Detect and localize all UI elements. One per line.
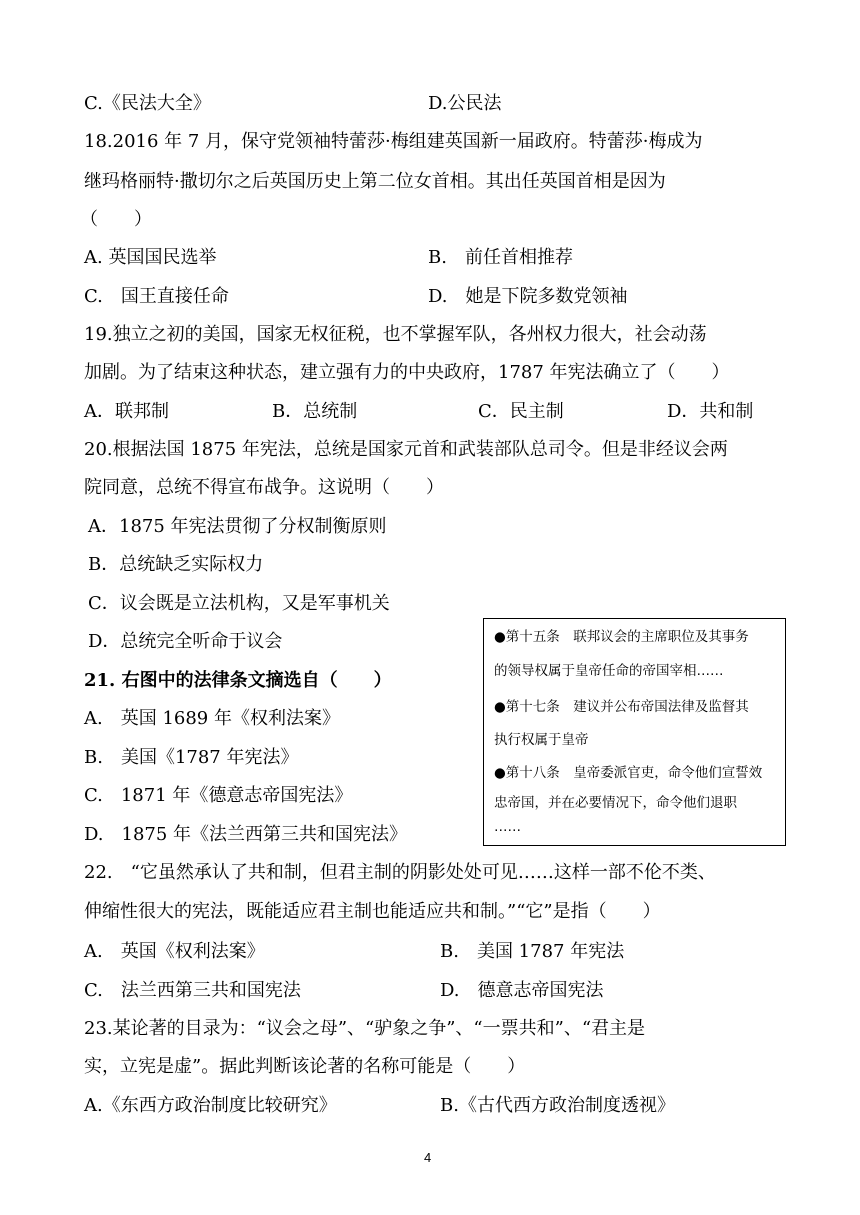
box-article-17-line2: 执行权属于皇帝: [494, 732, 589, 748]
box-ellipsis: ……: [494, 819, 521, 835]
box-article-18-line2: 忠帝国，并在必要情况下，命令他们退职: [494, 795, 737, 811]
q21-option-b: B. 美国《1787 年宪法》: [84, 747, 299, 768]
q18-option-c: C. 国王直接任命: [84, 286, 229, 307]
q18-option-b: B. 前任首相推荐: [428, 247, 573, 268]
q22-stem-line2: 伸缩性很大的宪法，既能适应君主制也能适应共和制。”“它”是指（ ）: [84, 901, 661, 922]
box-article-18-line1: ●第十八条 皇帝委派官吏，命令他们宣誓效: [494, 765, 763, 781]
page-number: 4: [424, 1150, 432, 1165]
box-article-15-line2: 的领导权属于皇帝任命的帝国宰相……: [494, 663, 724, 679]
q20-stem-line1: 20.根据法国 1875 年宪法，总统是国家元首和武装部队总司令。但是非经议会两: [84, 439, 728, 460]
q17-option-c: C.《民法大全》: [84, 93, 211, 114]
q19-option-a: A．联邦制: [84, 401, 169, 422]
q19-option-b: B．总统制: [272, 401, 358, 422]
q17-option-d: D.公民法: [428, 93, 502, 114]
q19-stem-line2: 加剧。为了结束这种状态，建立强有力的中央政府，1787 年宪法确立了（ ）: [84, 362, 730, 383]
q19-option-c: C．民主制: [478, 401, 564, 422]
q20-option-a: A．1875 年宪法贯彻了分权制衡原则: [88, 516, 387, 537]
q20-option-d: D．总统完全听命于议会: [88, 631, 283, 652]
q22-option-b: B. 美国 1787 年宪法: [440, 941, 625, 962]
q23-option-a: A.《东西方政治制度比较研究》: [84, 1095, 337, 1116]
q20-stem-line2: 院同意，总统不得宣布战争。这说明（ ）: [84, 477, 444, 498]
q22-option-a: A. 英国《权利法案》: [84, 941, 265, 962]
q23-stem-line2: 实，立宪是虚”。据此判断该论著的名称可能是（ ）: [84, 1056, 526, 1077]
q19-stem-line1: 19.独立之初的美国，国家无权征税，也不掌握军队，各州权力很大，社会动荡: [84, 324, 707, 345]
q21-option-c: C. 1871 年《德意志帝国宪法》: [84, 785, 353, 806]
q22-option-c: C. 法兰西第三共和国宪法: [84, 980, 301, 1001]
q18-stem-line1: 18.2016 年 7 月，保守党领袖特蕾莎·梅组建英国新一届政府。特蕾莎·梅成为: [84, 131, 703, 152]
q18-stem-line2: 继玛格丽特·撒切尔之后英国历史上第二位女首相。其出任英国首相是因为: [84, 171, 666, 192]
q23-stem-line1: 23.某论著的目录为：“议会之母”、“驴象之争”、“一票共和”、“君主是: [84, 1018, 646, 1039]
q22-option-d: D. 德意志帝国宪法: [440, 980, 604, 1001]
q22-stem-line1: 22. “它虽然承认了共和制，但君主制的阴影处处可见……这样一部不伦不类、: [84, 862, 716, 883]
box-article-17-line1: ●第十七条 建议并公布帝国法律及监督其: [494, 699, 749, 715]
q21-stem: 21. 右图中的法律条文摘选自（ ）: [84, 670, 392, 691]
q20-option-b: B．总统缺乏实际权力: [88, 554, 264, 575]
q18-option-d: D. 她是下院多数党领袖: [428, 286, 628, 307]
q19-option-d: D．共和制: [667, 401, 754, 422]
q20-option-c: C．议会既是立法机构，又是军事机关: [88, 593, 390, 614]
q21-option-d: D. 1875 年《法兰西第三共和国宪法》: [84, 824, 408, 845]
q23-option-b: B.《古代西方政治制度透视》: [440, 1095, 675, 1116]
q18-option-a: A. 英国国民选举: [84, 247, 217, 268]
box-article-15-line1: ●第十五条 联邦议会的主席职位及其事务: [494, 629, 749, 645]
law-excerpt-box: [483, 618, 786, 846]
q21-option-a: A. 英国 1689 年《权利法案》: [84, 708, 340, 729]
q18-answer-blank: （ ）: [80, 209, 152, 230]
